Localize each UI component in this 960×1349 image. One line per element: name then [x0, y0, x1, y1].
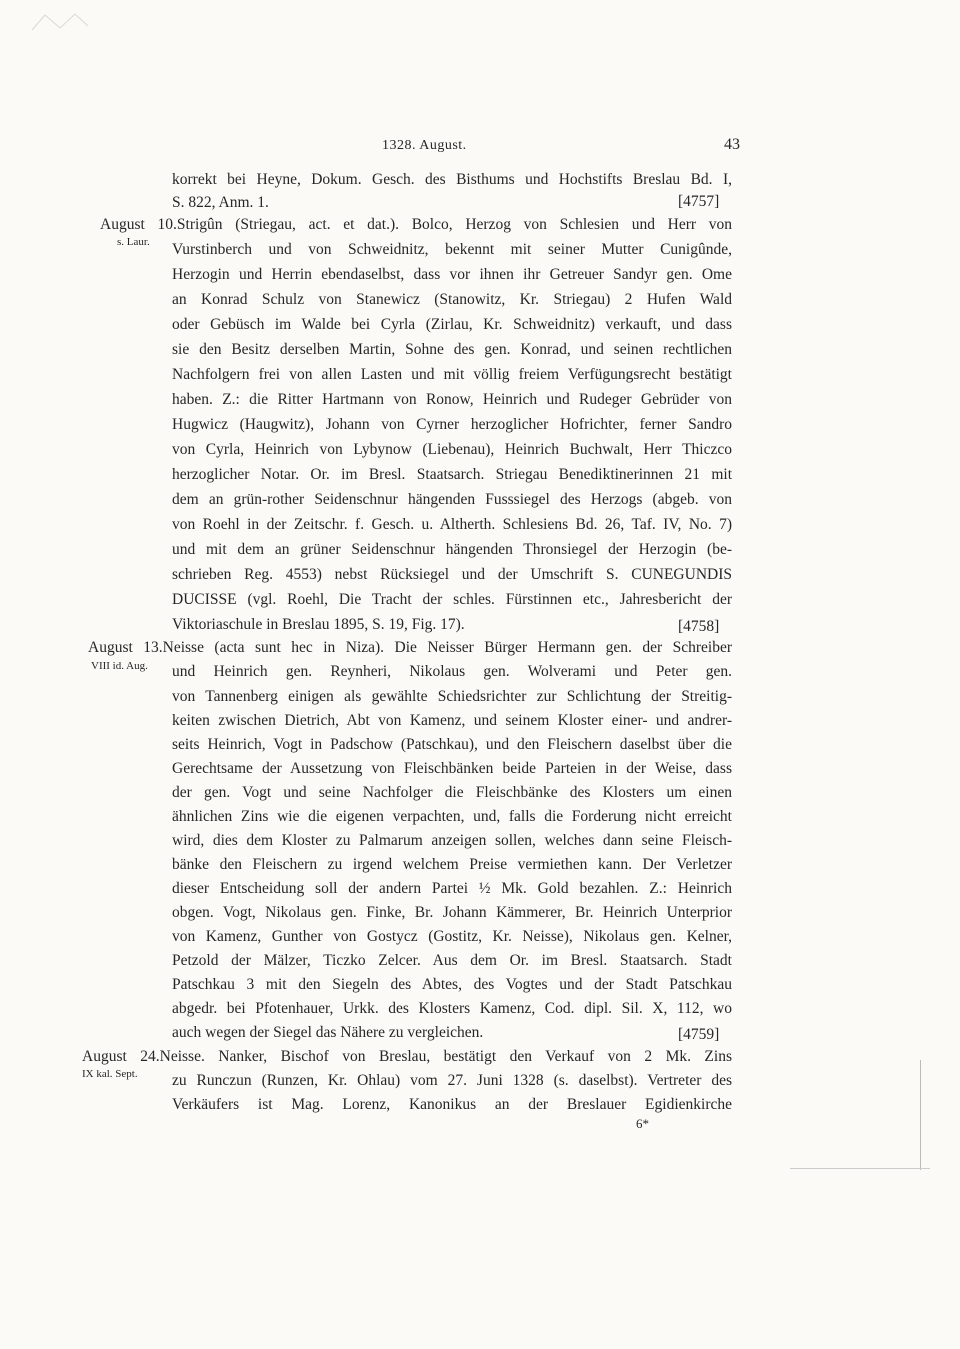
text-line: dem an grün-rother Seidenschnur hängenden Fusssiegel des Herzogs (abgeb. von — [172, 491, 732, 508]
text-line: Vurstinberch und von Schweidnitz, bekennt mit seiner Mutter Cunigûnde, — [172, 241, 732, 258]
text-line: ähnlichen Zins wie die eigenen verpachten, und, falls die Forderung nicht erreicht — [172, 808, 732, 825]
running-header — [170, 138, 740, 158]
regest-number: [4758] — [678, 618, 720, 635]
page-number: 43 — [724, 136, 740, 153]
text-line: haben. Z.: die Ritter Hartmann von Ronow, Heinrich und Rudeger Gebrüder von — [172, 391, 732, 408]
text-line: abgedr. bei Pfotenhauer, Urkk. des Klosters Kamenz, Cod. dipl. Sil. X, 112, wo — [172, 1000, 732, 1017]
text-line: Herzogin und Herrin ebendaselbst, dass vor ihnen ihr Getreuer Sandyr gen. Ome — [172, 266, 732, 283]
text-line: wird, dies dem Kloster zu Palmarum anzeigen sollen, welches dann seine Fleisch- — [172, 832, 732, 849]
text-line: zu Runczun (Runzen, Kr. Ohlau) vom 27. Juni 1328 (s. daselbst). Vertreter des — [172, 1072, 732, 1089]
signature-mark: 6* — [636, 1116, 649, 1131]
margin-date: August — [82, 1048, 127, 1065]
text-line: S. 822, Anm. 1. — [172, 194, 269, 211]
text-line: Gerechtsame der Aussetzung von Fleischbänken beide Parteien in der Weise, dass — [172, 760, 732, 777]
text-line: von Cyrla, Heinrich von Lybynow (Liebenau), Heinrich Buchwalt, Herr Thiczco — [172, 441, 732, 458]
text-line: schrieben Reg. 4553) nebst Rücksiegel und der Umschrift S. CUNEGUNDIS — [172, 566, 732, 583]
text-line: Nachfolgern frei von allen Lasten und mit völlig freiem Verfügungsrecht bestätigt — [172, 366, 732, 383]
text-line: Patschkau 3 mit den Siegeln des Abtes, des Vogtes und der Stadt Patschkau — [172, 976, 732, 993]
text-line: Hugwicz (Haugwitz), Johann von Cyrner herzoglicher Hofrichter, ferner Sandro — [172, 416, 732, 433]
text-line: dieser Entscheidung soll der andern Partei ½ Mk. Gold bezahlen. Z.: Heinrich — [172, 880, 732, 897]
margin-rule — [790, 1168, 930, 1169]
entry-first-line — [88, 638, 732, 658]
regest-number: [4759] — [678, 1026, 720, 1043]
text-line: oder Gebüsch im Walde bei Cyrla (Zirlau, Kr. Schweidnitz) verkauft, und dass — [172, 316, 732, 333]
text-line: sie den Besitz derselben Martin, Sohne des gen. Konrad, und seinen rechtlichen — [172, 341, 732, 358]
running-head: 1328. August. — [382, 138, 467, 153]
text-line: auch wegen der Siegel das Nähere zu vergleichen. — [172, 1024, 484, 1041]
margin-date: August — [88, 639, 133, 656]
margin-feast: IX kal. Sept. — [82, 1068, 138, 1080]
text-line: herzoglicher Notar. Or. im Bresl. Staatsarch. Striegau Benediktinerinnen 21 mit — [172, 466, 732, 483]
text-line: 10.Strigûn (Striegau, act. et dat.). Bolco, Herzog von Schlesien und Herr von — [157, 216, 733, 233]
text-line: von Roehl in der Zeitschr. f. Gesch. u. Altherth. Schlesiens Bd. 26, Taf. IV, No. 7) — [172, 516, 732, 533]
text-line: und Heinrich gen. Reynheri, Nikolaus gen. Wolverami und Peter gen. — [172, 663, 732, 680]
text-line: von Tannenberg einigen als gewählte Schiedsrichter zur Schlichtung der Streitig- — [172, 688, 732, 705]
entry-first-line — [100, 215, 732, 235]
text-line: korrekt bei Heyne, Dokum. Gesch. des Bisthums und Hochstifts Breslau Bd. I, — [172, 171, 732, 188]
text-line: Viktoriaschule in Breslau 1895, S. 19, Fig. 17). — [172, 616, 465, 633]
text-line: keiten zwischen Dietrich, Abt von Kamenz, und seinem Kloster einer- und andrer- — [172, 712, 732, 729]
text-line: Petzold der Mälzer, Ticzko Zelcer. Aus dem Or. im Bresl. Staatsarch. Stadt — [172, 952, 732, 969]
text-line: obgen. Vogt, Nikolaus gen. Finke, Br. Johann Kämmerer, Br. Heinrich Unterprior — [172, 904, 732, 921]
text-line: Verkäufers ist Mag. Lorenz, Kanonikus an der Breslauer Egidienkirche — [172, 1096, 732, 1113]
text-line: an Konrad Schulz von Stanewicz (Stanowitz, Kr. Striegau) 2 Hufen Wald — [172, 291, 732, 308]
entry-first-line — [82, 1047, 732, 1067]
text-line: und mit dem an grüner Seidenschnur hängenden Thronsiegel der Herzogin (be- — [172, 541, 732, 558]
margin-rule — [920, 1060, 921, 1170]
regest-number: [4757] — [678, 193, 720, 210]
text-line: von Kamenz, Gunther von Gostycz (Gostitz, Kr. Neisse), Nikolaus gen. Kelner, — [172, 928, 732, 945]
text-line: DUCISSE (vgl. Roehl, Die Tracht der schles. Fürstinnen etc., Jahresbericht der — [172, 591, 732, 608]
margin-feast: s. Laur. — [117, 236, 150, 248]
text-line: bänke den Fleischern zu irgend welchem Preise vermiethen kann. Der Verletzer — [172, 856, 732, 873]
text-line: 13.Neisse (acta sunt hec in Niza). Die Neisser Bürger Hermann gen. der Schreiber — [143, 639, 732, 656]
text-line: 24.Neisse. Nanker, Bischof von Breslau, bestätigt den Verkauf von 2 Mk. Zins — [140, 1048, 732, 1065]
text-line: der gen. Vogt und seine Nachfolger die Fleischbänke des Klosters um einen — [172, 784, 732, 801]
text-line: seits Heinrich, Vogt in Padschow (Patschkau), und den Fleischern daselbst über die — [172, 736, 732, 753]
page-fold-mark — [30, 10, 90, 40]
margin-feast: VIII id. Aug. — [91, 660, 148, 672]
margin-date: August — [100, 216, 145, 233]
